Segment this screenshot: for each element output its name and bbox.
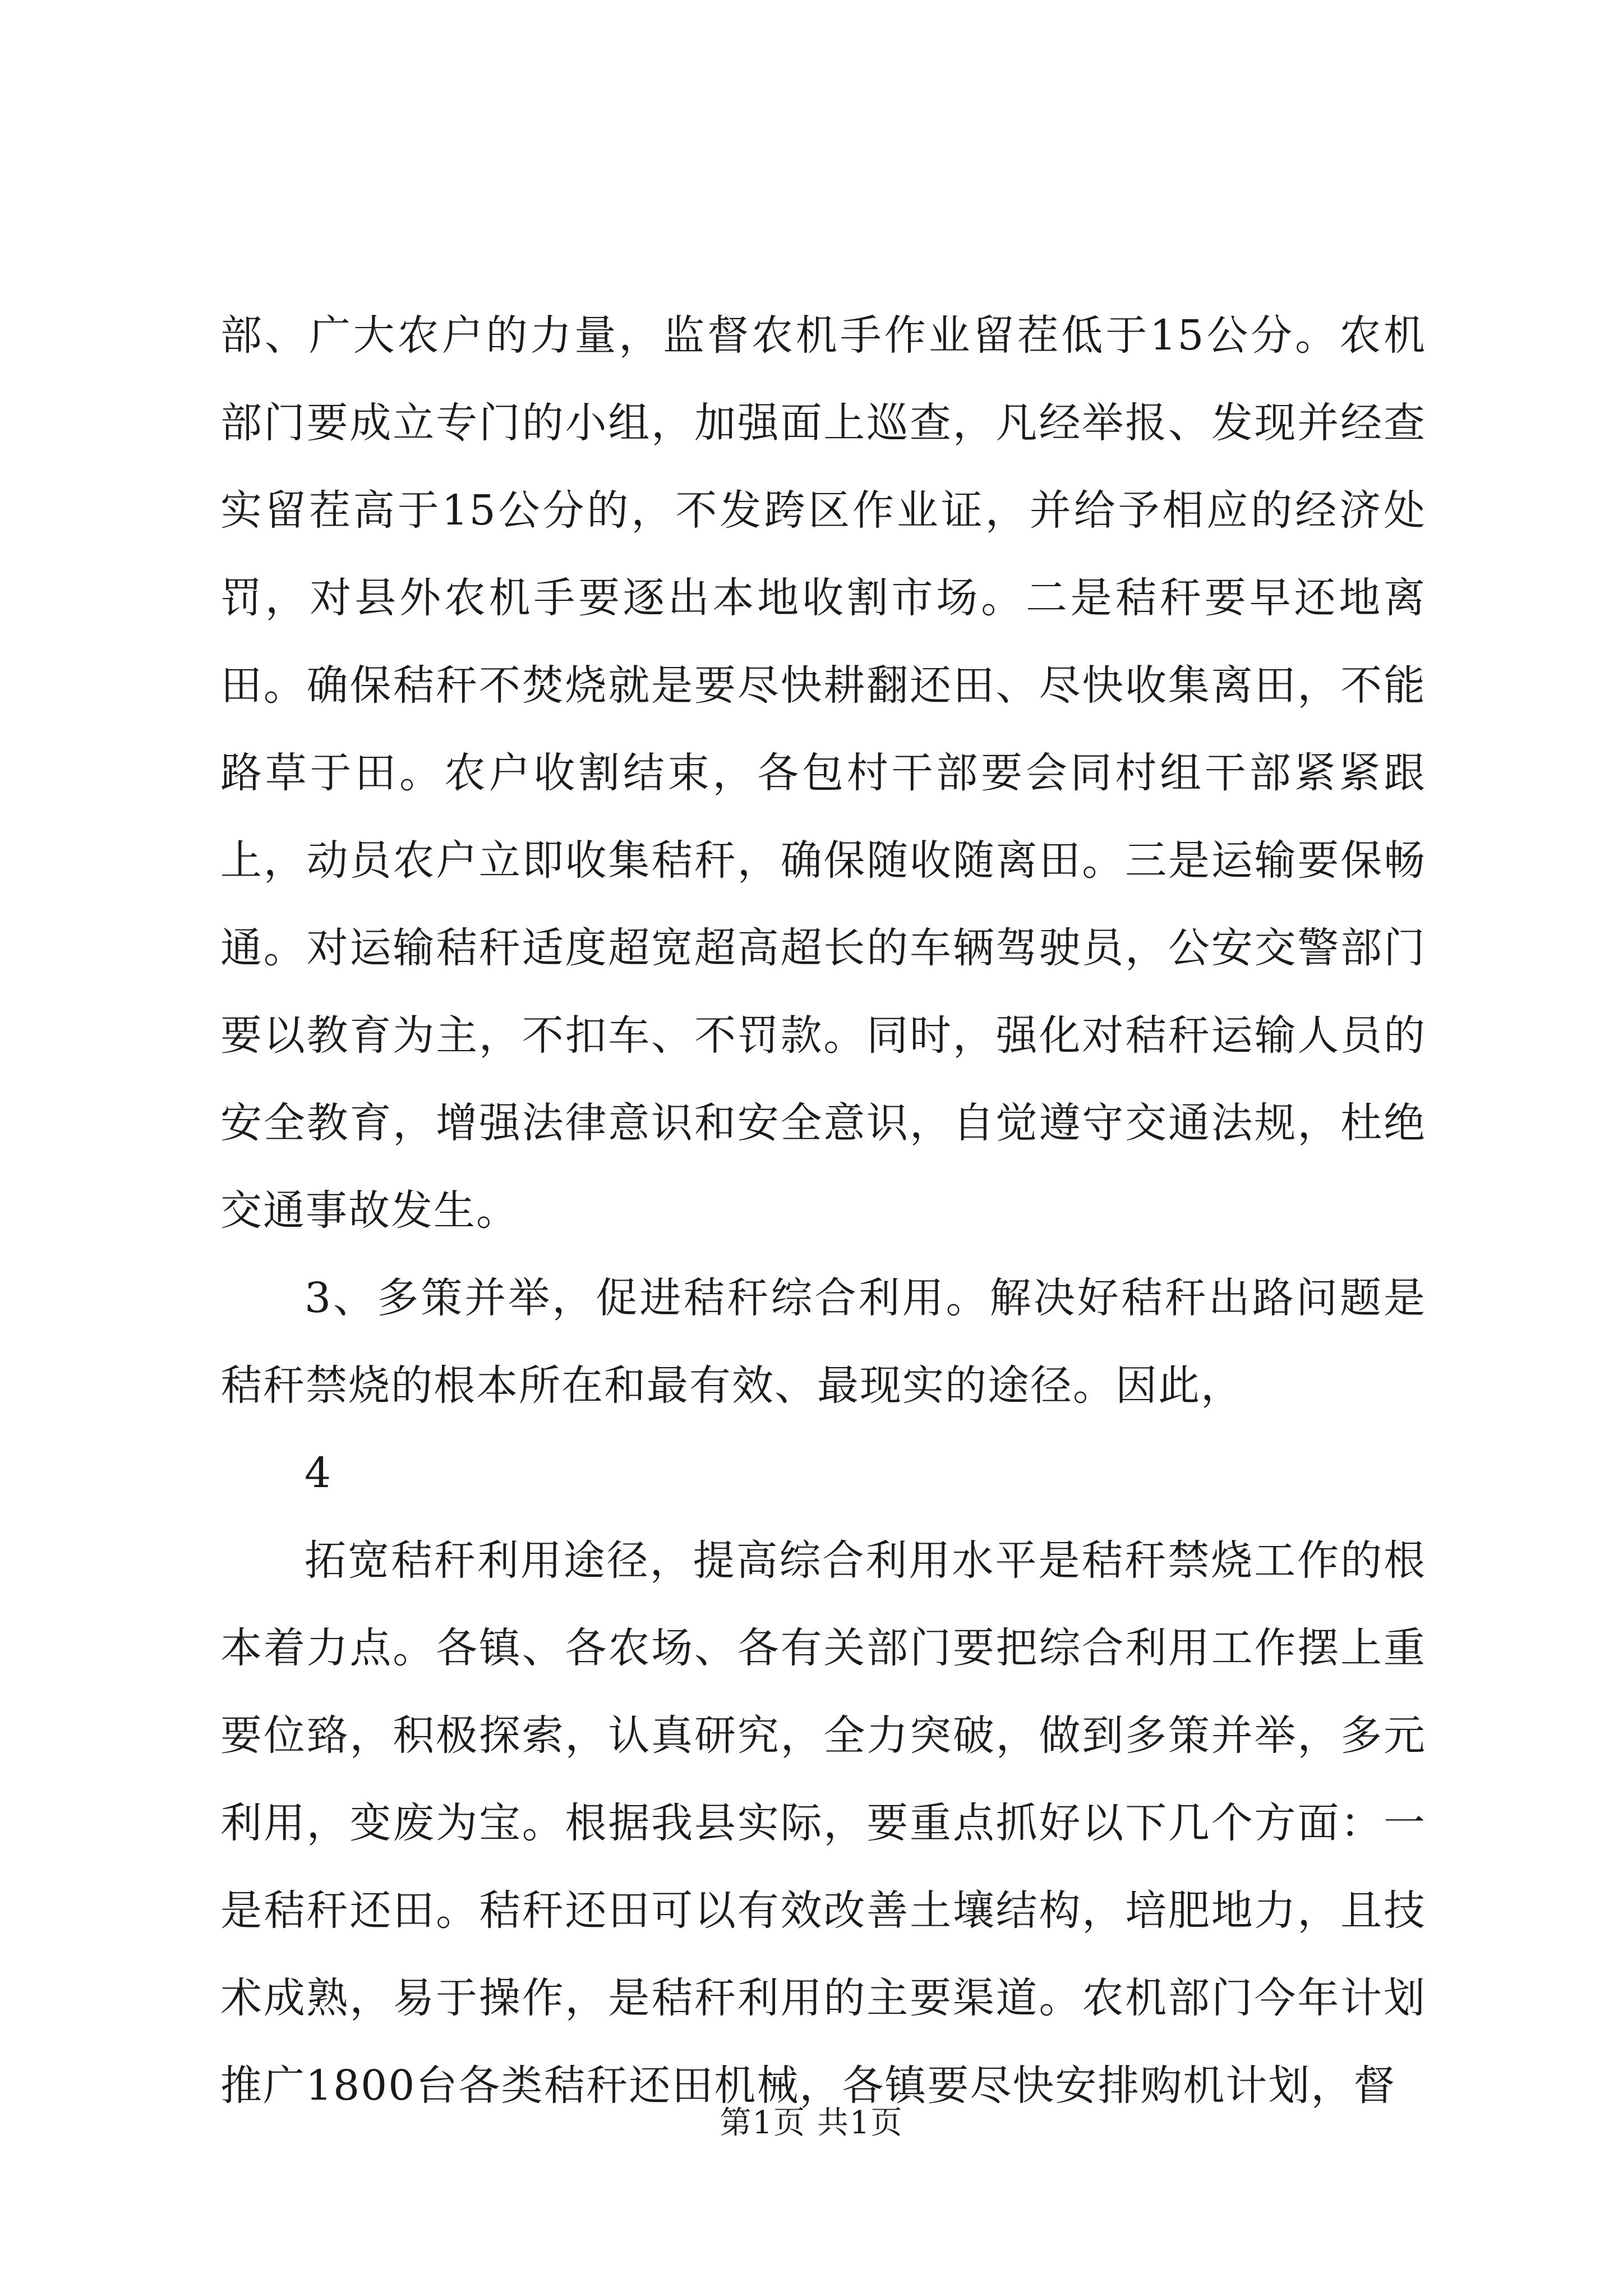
paragraph-4: 拓宽秸秆利用途径，提高综合利用水平是秸秆禁烧工作的根本着力点。各镇、各农场、各有关部门要把综合利用工作摆上重要位臵，积极探索，认真研究，全力突破，做到多策并举，多元利用，变废为宝。根据我县实际，要重点抓好以下几个方面：一是秸秆还田。秸秆还田可以有效改善土壤结构，培肥地力，且技术成熟，易于操作，是秸秆利用的主要渠道。农机部门今年计划推广1800台各类秸秆还田机械，各镇要尽快安排购机计划，督 xyxy=(220,1536,1426,2110)
paragraph-2: 3、多策并举，促进秸秆综合利用。解决好秸秆出路问题是秸秆禁烧的根本所在和最有效、最现实的途径。因此， xyxy=(220,1274,1426,1410)
paragraph-1: 部、广大农户的力量，监督农机手作业留茬低于15公分。农机部门要成立专门的小组，加强面上巡查，凡经举报、发现并经查实留茬高于15公分的，不发跨区作业证，并给予相应的经济处罚，对县外农机手要逐出本地收割市场。二是秸秆要早还地离田。确保秸秆不焚烧就是要尽快耕翻还田、尽快收集离田，不能路草于田。农户收割结束，各包村干部要会同村组干部紧紧跟上，动员农户立即收集秸秆，确保随收随离田。三是运输要保畅通。对运输秸秆适度超宽超高超长的车辆驾驶员，公安交警部门要以教育为主，不扣车、不罚款。同时，强化对秸秆运输人员的安全教育，增强法律意识和安全意识，自觉遵守交通法规，杜绝交通事故发生。 xyxy=(220,311,1426,1235)
page-footer: 第1页 共1页 xyxy=(720,2105,903,2141)
paragraph-3-page-number: 4 xyxy=(305,1449,333,1497)
document-body xyxy=(220,292,1426,2129)
